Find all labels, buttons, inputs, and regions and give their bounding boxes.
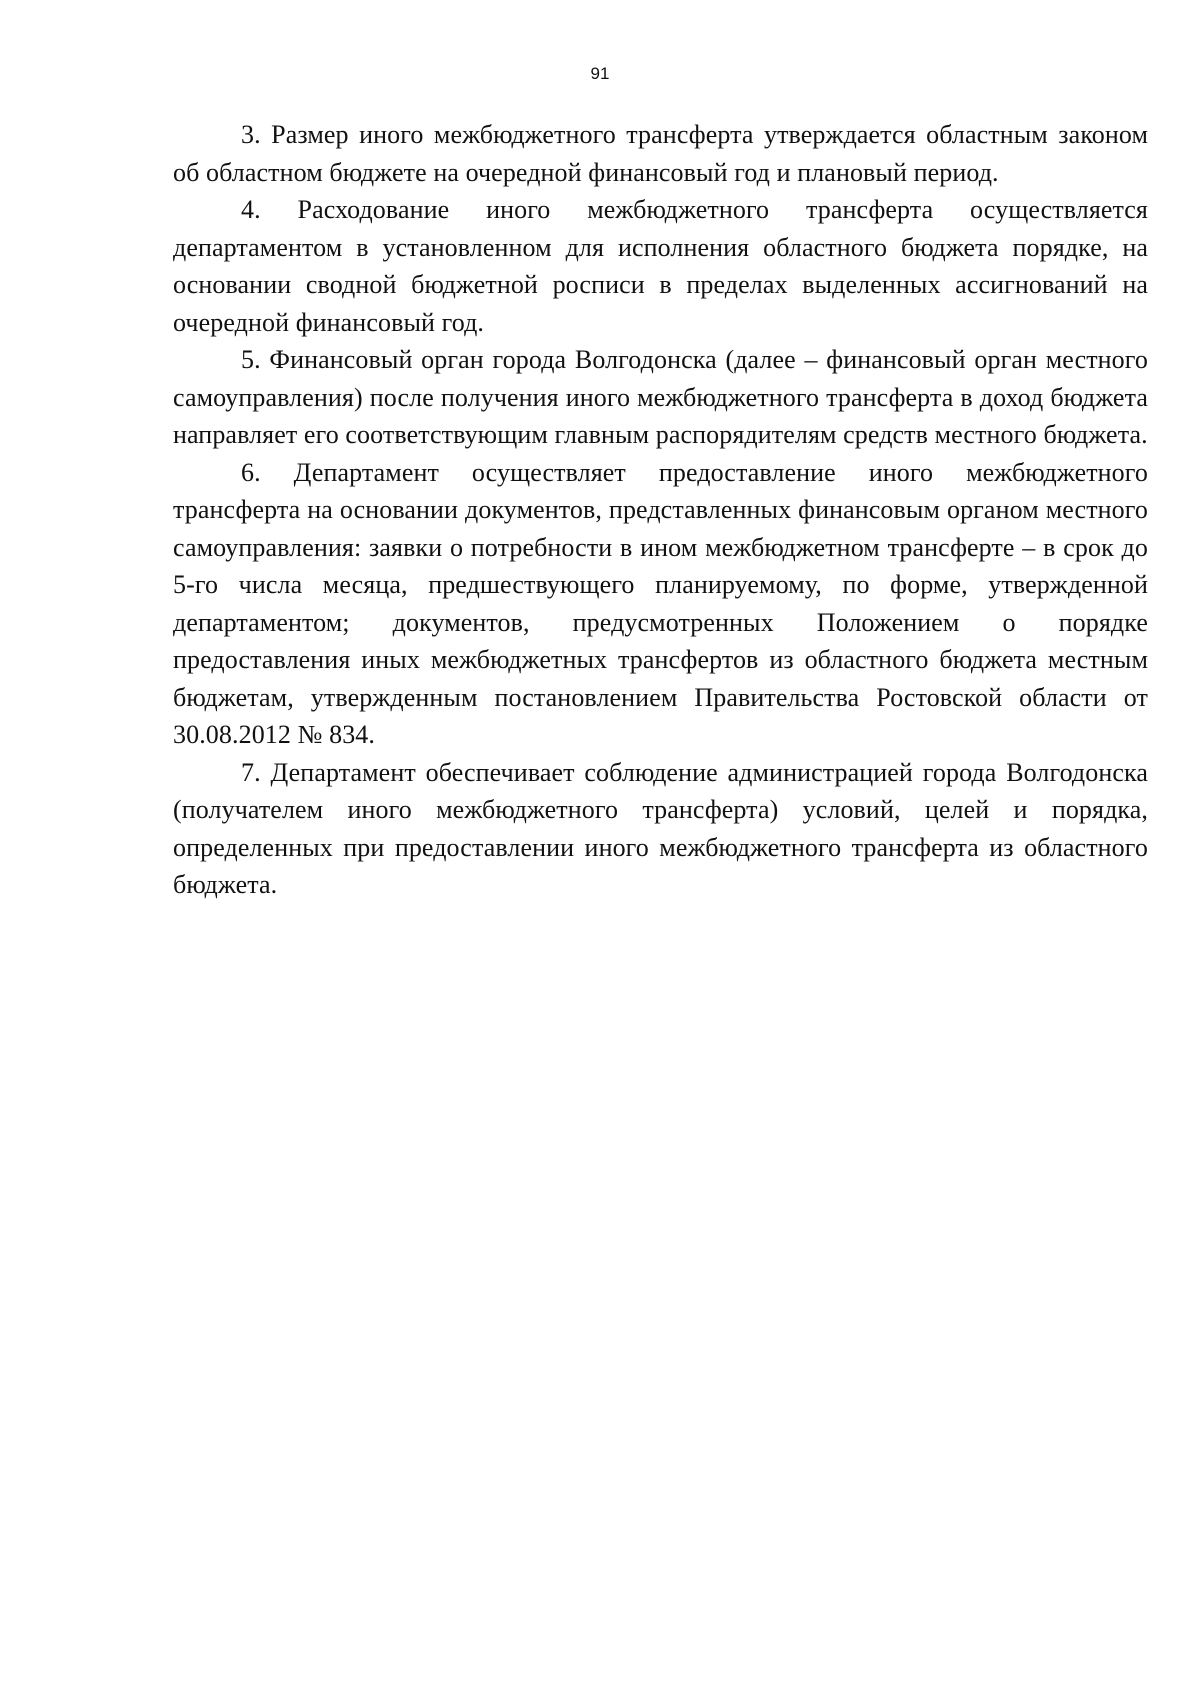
paragraph-3: 3. Размер иного межбюджетного трансферта утверждается областным законом об областном бюджете на очередной финансовый год и плановый период. (173, 120, 1148, 187)
paragraph-4: 4. Расходование иного межбюджетного трансферта осуществляется департаментом в установленном для исполнения областного бюджета порядке, на основании сводной бюджетной росписи в пределах выделенных ассигнований на очередной финансовый год. (173, 195, 1148, 337)
page-number: 91 (590, 64, 610, 83)
document-body (173, 116, 1148, 904)
paragraph-7: 7. Департамент обеспечивает соблюдение администрацией города Волгодонска (получателем иного межбюджетного трансферта) условий, целей и порядка, определенных при предоставлении иного межбюджетного трансферта из областного бюджета. (173, 757, 1148, 899)
paragraph-5: 5. Финансовый орган города Волгодонска (далее – финансовый орган местного самоуправления) после получения иного межбюджетного трансферта в доход бюджета направляет его соответствующим главным распорядителям средств местного бюджета. (173, 345, 1148, 449)
paragraph-6: 6. Департамент осуществляет предоставление иного межбюджетного трансферта на основании документов, представленных финансовым органом местного самоуправления: заявки о потребности в ином межбюджетном трансферте – в срок до 5-го числа месяца, предшествующего планируемому, по форме, утвержденной департаментом; документов, предусмотренных Положением о порядке предоставления иных межбюджетных трансфертов из областного бюджета местным бюджетам, утвержденным постановлением Правительства Ростовской области от 30.08.2012 № 834. (173, 457, 1148, 749)
